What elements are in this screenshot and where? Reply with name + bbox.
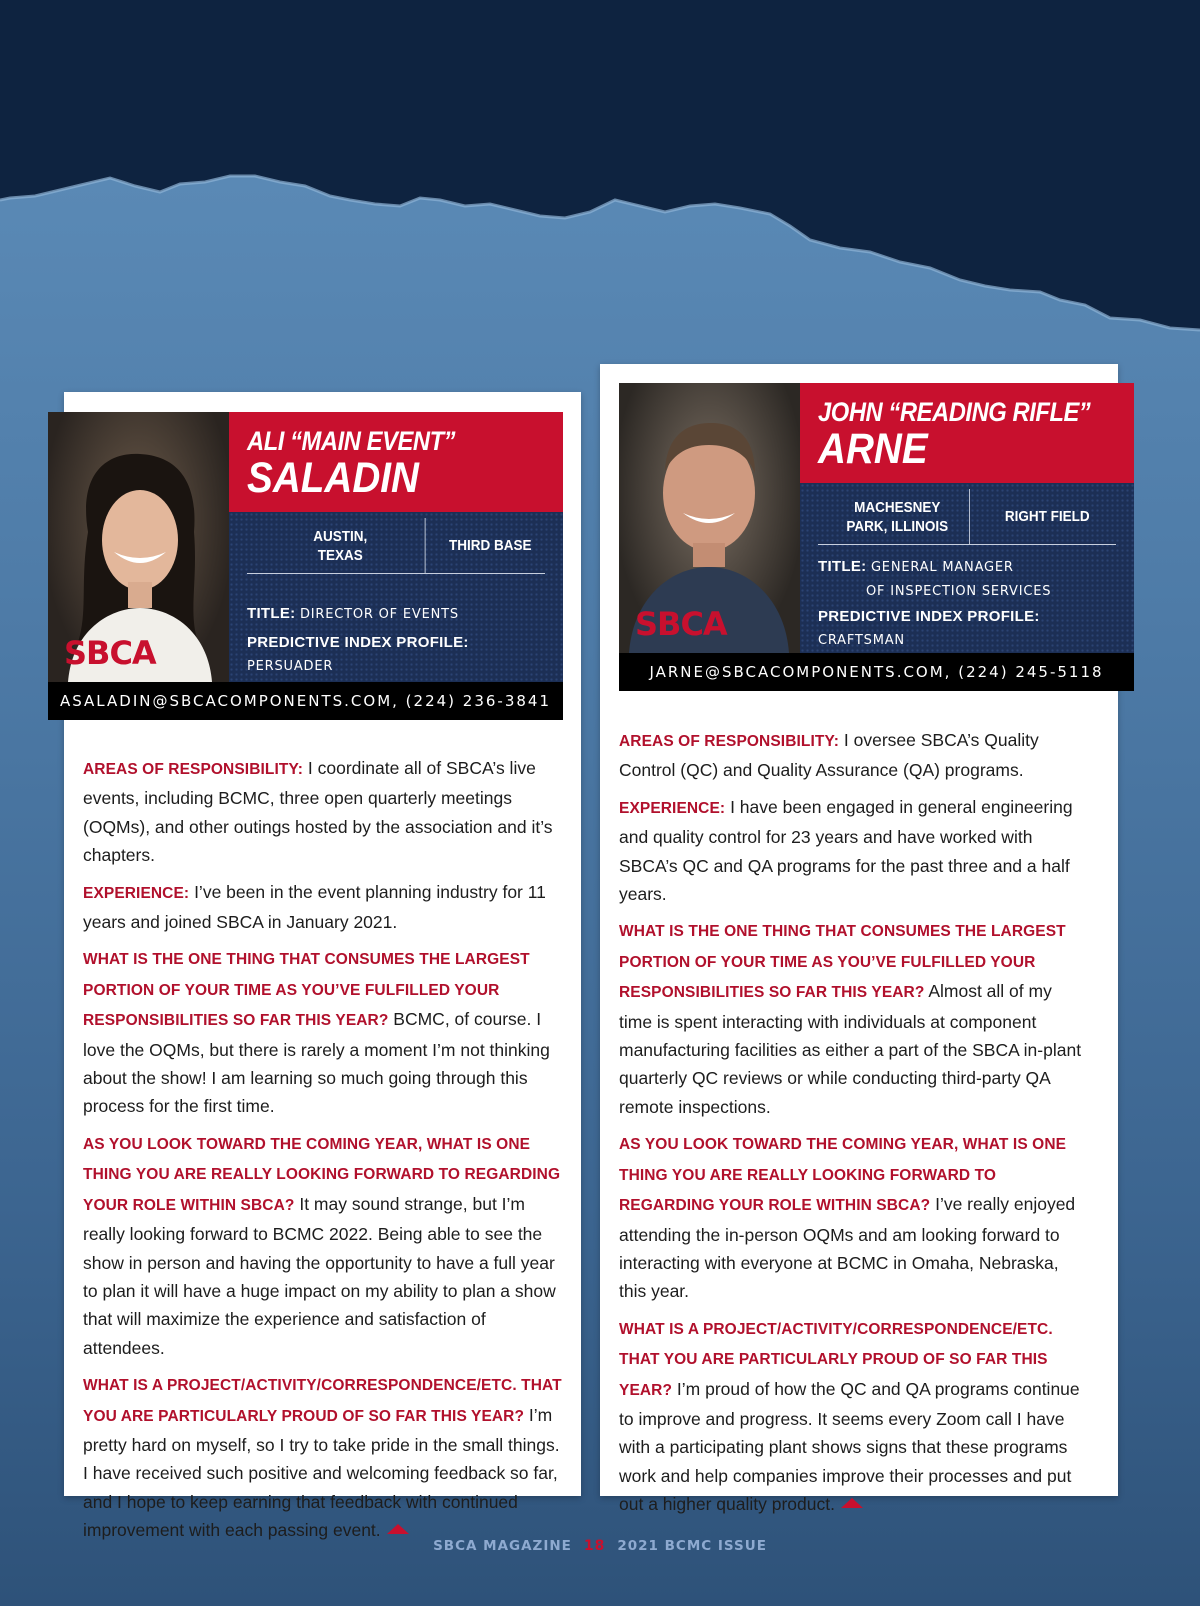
contact-bar (48, 682, 563, 720)
sbca-logo: SBCA (64, 634, 156, 672)
footer-magazine: SBCA MAGAZINE (433, 1538, 572, 1554)
answer: BCMC, of course. I love the OQMs, but there is rarely a moment I’m not thinking about the show! I am learning so much going through this process for the first time. (83, 1009, 550, 1117)
surname: SALADIN (247, 454, 419, 502)
title-line (818, 555, 1124, 579)
title-value: GENERAL MANAGER (870, 560, 1014, 575)
question: WHAT IS A PROJECT/ACTIVITY/CORRESPONDENCE/ETC. THAT YOU ARE PARTICULARLY PROUD OF SO FAR THIS YEAR? (619, 1320, 1053, 1399)
location: MACHESNEY PARK, ILLINOIS (826, 489, 970, 544)
answer: I coordinate all of SBCA’s live events, including BCMC, three open quarterly meetings (OQMs), and other outings hosted by the association and it’s chapters. (83, 758, 553, 866)
answer: I’m proud of how the QC and QA programs continue to improve and progress. It seems every Zoom call I have with a participating plant shows signs that these programs work and help companies improve their processes and put out a higher quality product. (619, 1378, 1080, 1515)
contact-text[interactable]: JARNE@SBCACOMPONENTS.COM, (224) 245-5118 (649, 663, 1104, 681)
question: WHAT IS THE ONE THING THAT CONSUMES THE LARGEST PORTION OF YOUR TIME AS YOU’VE FULFILLED YOUR RESPONSIBILITIES SO FAR THIS YEAR? (83, 951, 530, 1030)
interview-text-saladin (83, 754, 567, 1553)
question: WHAT IS THE ONE THING THAT CONSUMES THE LARGEST PORTION OF YOUR TIME AS YOU’VE FULFILLED YOUR RESPONSIBILITIES SO FAR THIS YEAR? (619, 923, 1066, 1002)
qa-paragraph (83, 878, 567, 937)
qa-paragraph (619, 1314, 1089, 1519)
qa-paragraph (619, 793, 1089, 909)
qa-paragraph (83, 944, 567, 1120)
nickname: JOHN “READING RIFLE” (818, 397, 1091, 427)
profile-card-arne (619, 383, 1134, 691)
qa-paragraph (619, 916, 1089, 1121)
page-number: 18 (583, 1538, 606, 1554)
portrait-photo (619, 383, 800, 653)
qa-paragraph (83, 1129, 567, 1362)
answer: I’ve really enjoyed attending the in-person OQMs and am looking forward to interacting with everyone at BCMC in Omaha, Nebraska, this year. (619, 1194, 1076, 1302)
question: AS YOU LOOK TOWARD THE COMING YEAR, WHAT IS ONE THING YOU ARE REALLY LOOKING FORWARD TO REGARDING YOUR ROLE WITHIN SBCA? (619, 1136, 1067, 1215)
pi-value: PERSUADER (247, 659, 334, 674)
question: WHAT IS A PROJECT/ACTIVITY/CORRESPONDENCE/ETC. THAT YOU ARE PARTICULARLY PROUD OF SO FAR THIS YEAR? (83, 1377, 562, 1425)
name-banner (800, 383, 1134, 483)
pi-line (247, 631, 553, 678)
info-panel (229, 512, 563, 682)
footer-issue: 2021 BCMC ISSUE (617, 1538, 767, 1554)
field-position: RIGHT FIELD (1004, 508, 1090, 525)
question: AS YOU LOOK TOWARD THE COMING YEAR, WHAT IS ONE THING YOU ARE REALLY LOOKING FORWARD TO REGARDING YOUR ROLE WITHIN SBCA? (83, 1135, 561, 1214)
answer: I have been engaged in general engineering and quality control for 23 years and have worked with SBCA’s QC and QA programs for the past three and a half years. (619, 796, 1073, 905)
answer: I oversee SBCA’s Quality Control (QC) and Quality Assurance (QA) programs. (619, 730, 1039, 781)
contact-bar (619, 653, 1134, 691)
nickname: ALI “MAIN EVENT” (247, 426, 456, 456)
question: AREAS OF RESPONSIBILITY: (83, 761, 303, 778)
qa-paragraph (619, 1129, 1089, 1305)
qa-paragraph (619, 726, 1089, 785)
title-label: TITLE: (247, 605, 296, 622)
field-position: THIRD BASE (448, 537, 531, 554)
torn-paper-header (0, 0, 1200, 360)
qa-paragraph (83, 754, 567, 870)
title-label: TITLE: (818, 558, 867, 575)
profile-card-saladin (48, 412, 563, 720)
contact-text[interactable]: ASALADIN@SBCACOMPONENTS.COM, (224) 236-3841 (59, 692, 552, 710)
name-banner (229, 412, 563, 512)
question: AREAS OF RESPONSIBILITY: (619, 733, 839, 750)
title-line-2 (818, 579, 1124, 603)
title-line (247, 602, 553, 626)
answer: I’m pretty hard on myself, so I try to take pride in the small things. I have received such positive and welcoming feedback so far, and I hope to keep earning that feedback with continued improvement with each passing event. (83, 1404, 560, 1541)
location: AUSTIN, TEXAS (256, 518, 425, 573)
qa-paragraph (83, 1370, 567, 1544)
answer: Almost all of my time is spent interacting with individuals at component manufacturing facilities as either a part of the SBCA in-plant quarterly QC reviews or while conducting third-party QA remote inspections. (619, 981, 1082, 1117)
pi-value: CRAFTSMAN (818, 633, 905, 648)
surname: ARNE (818, 425, 928, 473)
page-footer (0, 1534, 1200, 1558)
end-mark-icon (841, 1498, 863, 1508)
pi-line (818, 605, 1124, 652)
info-panel (800, 483, 1134, 653)
question: EXPERIENCE: (619, 799, 726, 817)
answer: I’ve been in the event planning industry for 11 years and joined SBCA in January 2021. (83, 881, 546, 933)
title-value-2: OF INSPECTION SERVICES (866, 584, 1052, 599)
pi-label: PREDICTIVE INDEX PROFILE: (247, 634, 469, 651)
interview-text-arne (619, 726, 1089, 1527)
sbca-logo: SBCA (635, 605, 727, 643)
portrait-photo (48, 412, 229, 682)
end-mark-icon (387, 1524, 409, 1534)
question: EXPERIENCE: (83, 884, 190, 902)
pi-label: PREDICTIVE INDEX PROFILE: (818, 608, 1040, 625)
title-value: DIRECTOR OF EVENTS (299, 607, 459, 622)
answer: It may sound strange, but I’m really looking forward to BCMC 2022. Being able to see the show in person and having the opportunity to have a full year to plan it will have a huge impact on my ability to plan a show that will maximize the experience and satisfaction of attendees. (83, 1193, 556, 1358)
